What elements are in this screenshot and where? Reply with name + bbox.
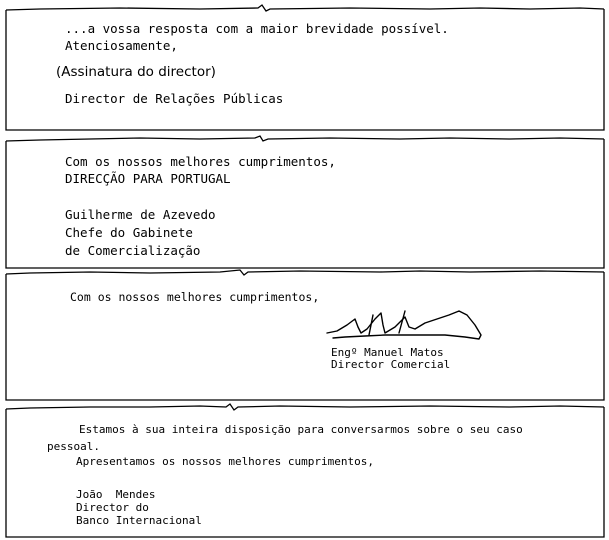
panel-3-salutation: Com os nossos melhores cumprimentos, (70, 290, 320, 304)
panel-4-salutation: Apresentamos os nossos melhores cumprimentos, (76, 455, 375, 468)
panel-4-signer-title-line2: Banco Internacional (76, 514, 202, 527)
panel-1-closing-request: ...a vossa resposta com a maior brevidade possível. (65, 21, 449, 36)
panel-1-salutation: Atenciosamente, (65, 38, 178, 53)
panel-2-signer-title-line2: de Comercialização (65, 243, 201, 258)
panel-3-signer-title: Director Comercial (331, 358, 451, 371)
panel-4-body-line1: Estamos à sua inteira disposição para conversarmos sobre o seu caso (79, 423, 523, 436)
panel-2-salutation: Com os nossos melhores cumprimentos, (65, 154, 336, 169)
panel-1-signer-title: Director de Relações Públicas (65, 91, 284, 106)
panel-2-signer-title-line1: Chefe do Gabinete (65, 225, 193, 240)
panel-1-signature-placeholder: (Assinatura do director) (56, 64, 216, 80)
handwritten-signature (325, 305, 490, 350)
panel-4-body-line2: pessoal. (47, 440, 100, 453)
panel-3-signer-name: Engº Manuel Matos (331, 346, 444, 359)
panel-2-signer-name: Guilherme de Azevedo (65, 207, 216, 222)
panel-4-signer-name: João Mendes (76, 488, 156, 501)
panel-4-signer-title-line1: Director do (76, 501, 149, 514)
panel-2-organisation: DIRECÇÃO PARA PORTUGAL (65, 171, 231, 186)
